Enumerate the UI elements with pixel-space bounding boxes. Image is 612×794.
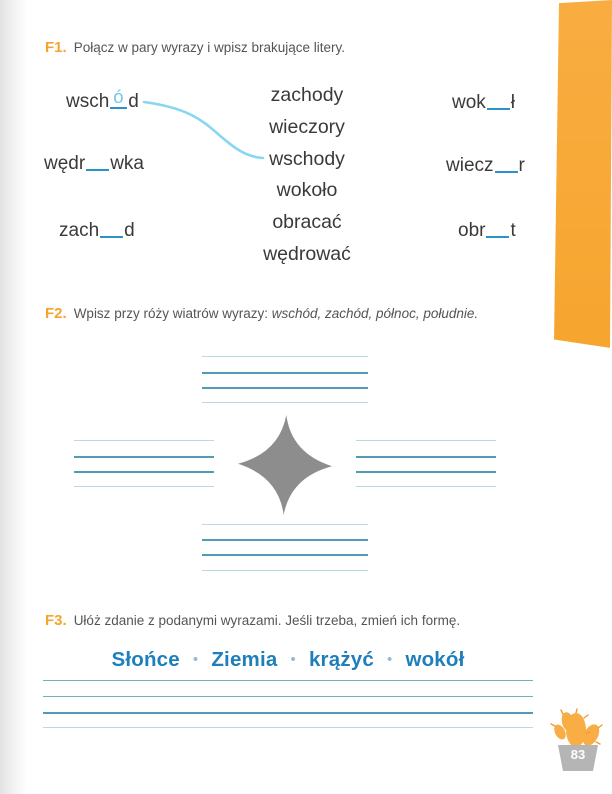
bullet-separator: • bbox=[290, 651, 296, 668]
writing-line bbox=[202, 539, 368, 541]
writing-line bbox=[202, 372, 368, 374]
blank-line[interactable] bbox=[86, 166, 109, 171]
match-word[interactable]: zachody bbox=[270, 84, 344, 106]
gap-word-wedrowka: wędr wka bbox=[44, 153, 144, 174]
page-number: 83 bbox=[570, 747, 586, 762]
blank-line[interactable] bbox=[110, 86, 127, 109]
writing-line bbox=[202, 524, 368, 525]
match-word[interactable]: wschody bbox=[269, 147, 345, 170]
word-bank-item: krążyć bbox=[308, 648, 374, 671]
f1-instruction: Połącz w pary wyrazy i wpisz brakujące litery. bbox=[73, 40, 346, 55]
f2-instruction-words: wschód, zachód, północ, południe. bbox=[271, 306, 479, 321]
f3-label: F3. bbox=[45, 612, 67, 629]
writing-line bbox=[74, 456, 214, 458]
gap-word-wschod: wsch ó d bbox=[66, 86, 139, 112]
writing-line bbox=[43, 712, 533, 714]
gap-word-obrot: obr t bbox=[458, 220, 516, 241]
gap-word-wieczor: wiecz r bbox=[446, 155, 525, 176]
writing-line bbox=[74, 440, 214, 441]
writing-line bbox=[202, 554, 368, 556]
blank-line[interactable] bbox=[486, 233, 509, 238]
f1-middle-column bbox=[227, 80, 387, 271]
gap-word-zachod: zach d bbox=[59, 220, 135, 241]
writing-line bbox=[43, 680, 533, 681]
writing-line bbox=[202, 387, 368, 389]
writing-line bbox=[43, 696, 533, 697]
cactus-mascot-icon bbox=[546, 708, 606, 774]
word-bank-item: wokół bbox=[405, 648, 465, 671]
writing-line bbox=[356, 486, 496, 487]
bullet-separator: • bbox=[386, 651, 393, 668]
side-tab bbox=[550, 0, 612, 350]
writing-line bbox=[356, 440, 496, 441]
writing-line bbox=[202, 356, 368, 357]
match-word[interactable]: obracać bbox=[272, 211, 342, 234]
writing-line bbox=[74, 471, 214, 473]
f2-header bbox=[45, 305, 478, 322]
writing-line bbox=[356, 471, 496, 473]
word-bank-item: Słońce bbox=[111, 648, 180, 671]
writing-line bbox=[356, 456, 496, 458]
filled-letter: ó bbox=[113, 86, 124, 108]
bullet-separator: • bbox=[192, 651, 199, 668]
f1-label: F1. bbox=[45, 39, 67, 56]
writing-line bbox=[43, 727, 533, 728]
writing-line bbox=[74, 486, 214, 487]
blank-line[interactable] bbox=[100, 233, 123, 238]
blank-line[interactable] bbox=[487, 105, 510, 110]
compass-rose-star bbox=[238, 415, 332, 515]
f1-header bbox=[45, 39, 345, 56]
blank-line[interactable] bbox=[495, 168, 518, 173]
gap-word-wokol: wok ł bbox=[452, 92, 516, 113]
match-word[interactable]: wędrować bbox=[263, 242, 351, 265]
f3-word-bank bbox=[43, 648, 533, 672]
f3-header bbox=[45, 612, 460, 629]
f3-instruction: Ułóż zdanie z podanymi wyrazami. Jeśli trzeba, zmień ich formę. bbox=[73, 613, 461, 628]
writing-line bbox=[202, 570, 368, 571]
writing-line bbox=[202, 402, 368, 403]
f2-instruction: Wpisz przy róży wiatrów wyrazy: bbox=[73, 306, 268, 321]
word-bank-item: Ziemia bbox=[211, 648, 278, 671]
f2-label: F2. bbox=[45, 305, 67, 322]
side-tab-label: Ćwiczenia ortograficzne bbox=[25, 45, 43, 248]
match-word[interactable]: wokoło bbox=[276, 179, 338, 202]
match-word[interactable]: wieczory bbox=[269, 115, 345, 138]
